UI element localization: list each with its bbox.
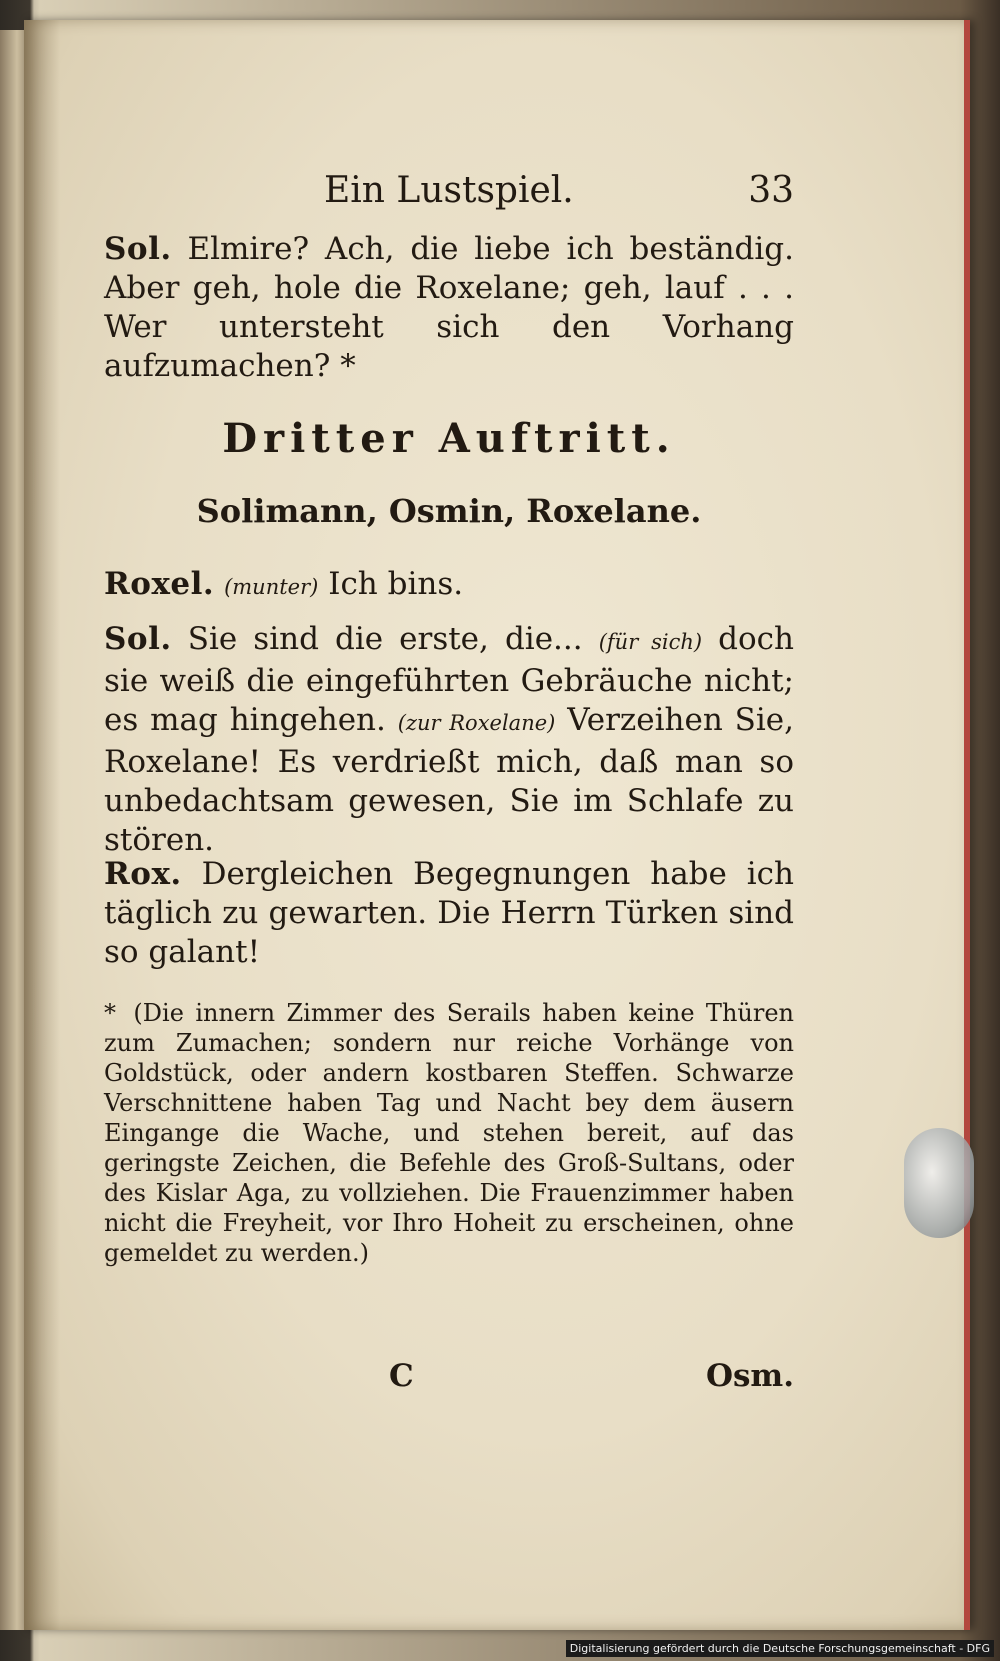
speech-text: Ich bins. [328, 566, 464, 602]
running-head: Ein Lustspiel. [324, 170, 574, 211]
scene-title: Dritter Auftritt. [222, 415, 676, 462]
footnote-text: (Die innern Zimmer des Serails haben keine Thüren zum Zumachen; sondern nur reiche Vorhänge von Goldstück, oder andern kostbaren Steffen. Schwarze Verschnittene haben Tag und Nacht bey dem äusern Eingange die Wache, und stehen bereit, auf das geringste Zeichen, die Befehle des Groß-Sultans, oder des Kislar Aga, zu vollziehen. Die Frauenzimmer haben nicht die Freyheit, vor Ihro Hoheit zu erscheinen, ohne gemeldet zu werden.) [104, 999, 794, 1267]
speech-text: Dergleichen Begegnungen habe ich täglich zu gewarten. Die Herrn Türken sind so galant! [104, 856, 794, 970]
page-gutter-shadow [24, 20, 60, 1630]
speaker-label: Sol. [104, 231, 172, 267]
page-footer [104, 1358, 794, 1398]
digitization-credit: Digitalisierung gefördert durch die Deutsche Forschungsgemeinschaft - DFG [566, 1640, 994, 1657]
speech-text: Elmire? Ach, die liebe ich beständig. Aber geh, hole die Roxelane; geh, lauf . . . Wer untersteht sich den Vorhang aufzumachen? * [104, 231, 794, 384]
stage-direction: (zur Roxelane) [397, 711, 556, 735]
speech-roxelane-2 [104, 855, 794, 972]
speaker-label: Roxel. [104, 566, 215, 602]
page-number: 33 [748, 170, 794, 211]
stage-direction: (für sich) [598, 630, 703, 654]
speech-text: Verzeihen Sie, Roxelane! Es verdrießt mich, daß man so unbedachtsam gewesen, Sie im Schlafe zu stören. [104, 702, 794, 858]
signature-mark: C [389, 1358, 414, 1394]
speech-solimann-1 [104, 230, 794, 386]
catchword: Osm. [705, 1358, 794, 1394]
book-page [24, 20, 970, 1630]
speech-solimann-2 [104, 620, 794, 860]
speaker-label: Rox. [104, 856, 182, 892]
speech-text: doch sie weiß die eingeführten Gebräuche nicht; es mag hingehen. [104, 621, 795, 738]
speaker-label: Sol. [104, 621, 172, 657]
page-header [104, 170, 794, 220]
speech-text: Sie sind die erste, die... [187, 621, 583, 657]
speech-roxelane-1 [104, 565, 794, 607]
footnote-mark: * [104, 999, 116, 1027]
stage-direction: (munter) [224, 575, 319, 599]
footnote [104, 998, 794, 1268]
page-clip [904, 1128, 974, 1238]
scene-characters: Solimann, Osmin, Roxelane. [196, 492, 702, 530]
